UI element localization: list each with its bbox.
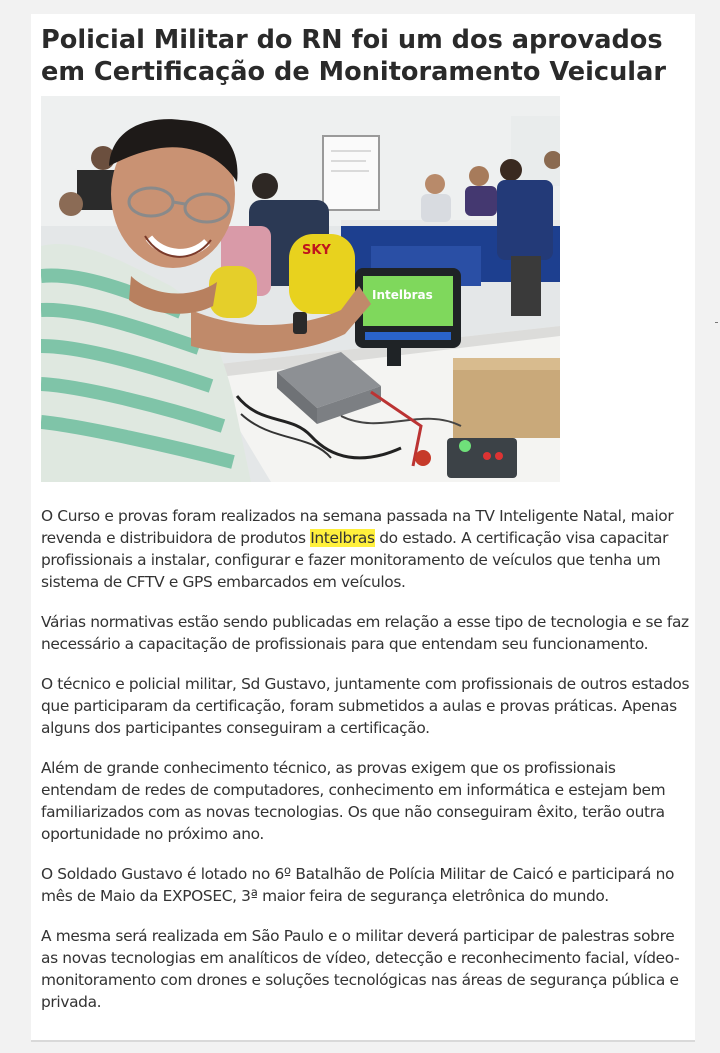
paragraph-5: O Soldado Gustavo é lotado no 6º Batalhão de Polícia Militar de Caicó e participará no mês de Maio da EXPOSEC, 3ª maior feira de segurança eletrônica do mundo. — [41, 865, 675, 905]
photo-sign-text: SKY — [302, 243, 331, 258]
article-title: Policial Militar do RN foi um dos aprovados em Certificação de Monitoramento Veicular — [41, 25, 666, 87]
article-photo — [41, 96, 560, 482]
article-card — [31, 14, 695, 1040]
paragraph-1 — [41, 505, 693, 593]
bottom-divider — [31, 1040, 695, 1042]
photo-illustration — [41, 96, 560, 482]
paragraph-1-before: O Curso e provas foram realizados na semana passada na TV Inteligente Natal, maior revenda e distribuidora de produtos — [41, 507, 674, 547]
photo-screen-text: Intelbras — [372, 288, 433, 302]
edge-mark — [715, 322, 718, 323]
highlight-intelbras: Intelbras — [310, 529, 375, 547]
paragraph-3: O técnico e policial militar, Sd Gustavo, juntamente com profissionais de outros estados que participaram da certificação, foram submetidos a aulas e provas práticas. Apenas alguns dos participantes conseguiram a certificação. — [41, 675, 690, 737]
paragraph-2: Várias normativas estão sendo publicadas em relação a esse tipo de tecnologia e se faz necessário a capacitação de profissionais para que entendam seu funcionamento. — [41, 613, 689, 653]
paragraph-4: Além de grande conhecimento técnico, as provas exigem que os profissionais entendam de redes de computadores, conhecimento em informática e estejam bem familiarizados com as novas tecnologias. Os que não conseguiram êxito, terão outra oportunidade no próximo ano. — [41, 759, 666, 843]
paragraph-1-after: do estado. A certificação visa capacitar profissionais a instalar, configurar e fazer monitoramento de veículos que tenha um sistema de CFTV e GPS embarcados em veículos. — [41, 529, 669, 591]
article-body — [41, 505, 693, 1013]
paragraph-6: A mesma será realizada em São Paulo e o militar deverá participar de palestras sobre as novas tecnologias em analíticos de vídeo, detecção e reconhecimento facial, vídeo-monitoramento com drones e soluções tecnológicas nas áreas de segurança pública e privada. — [41, 927, 680, 1011]
